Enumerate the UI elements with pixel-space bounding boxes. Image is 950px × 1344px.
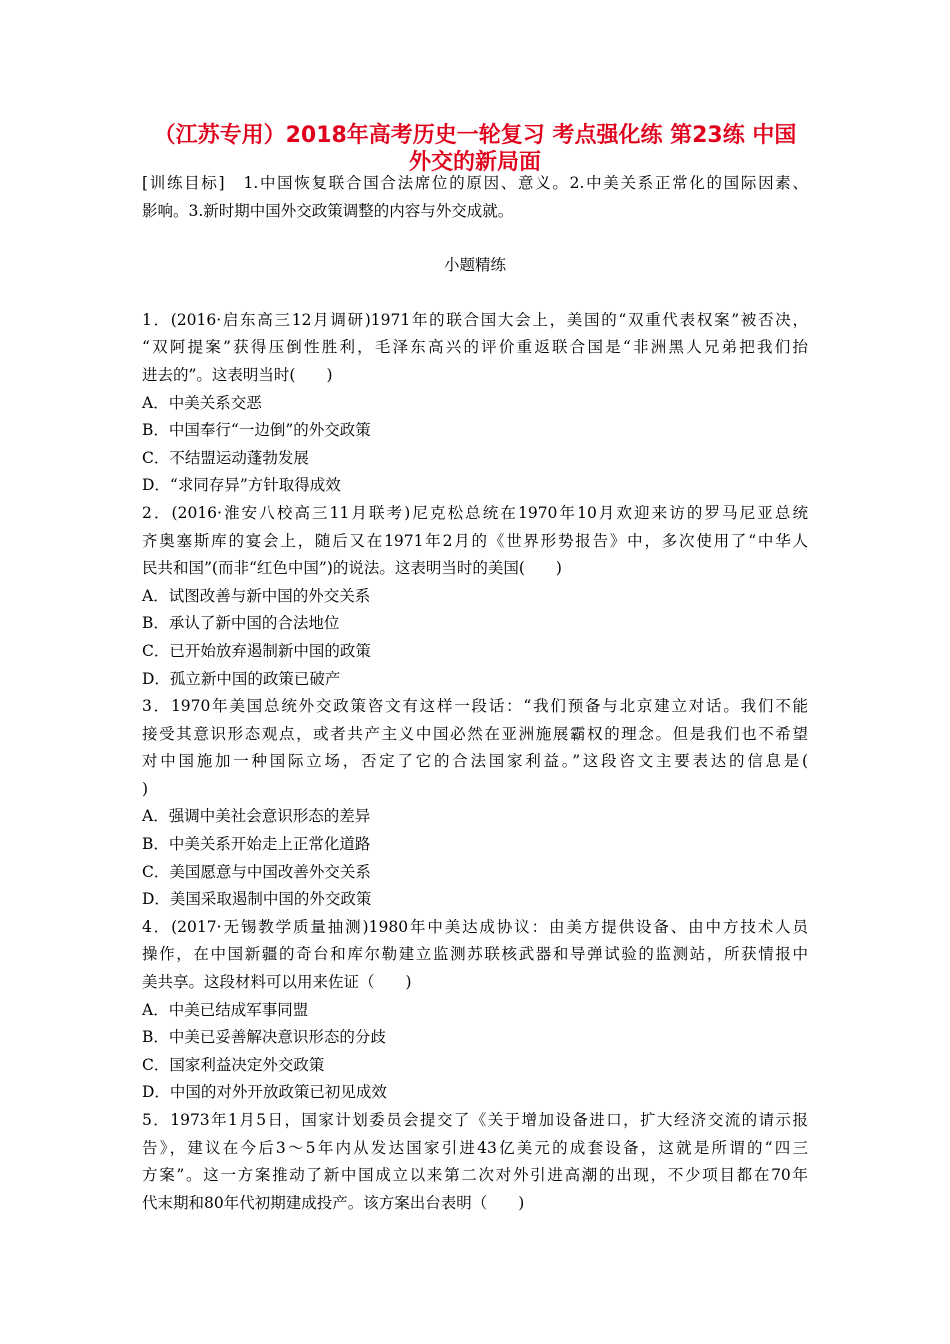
question-3 <box>142 693 808 914</box>
question-stem-line: 对中国施加一种国际立场，否定了它的合法国家利益。”这段咨文主要表达的信息是( <box>142 752 808 771</box>
title-line-1: （江苏专用）2018年高考历史一轮复习 考点强化练 第23练 中国 <box>153 123 797 148</box>
question-5 <box>142 1107 808 1217</box>
option-a: A．强调中美社会意识形态的差异 <box>142 807 371 826</box>
option-d: D．美国采取遏制中国的外交政策 <box>142 890 372 909</box>
question-stem-line: 4．(2017·无锡教学质量抽测)1980年中美达成协议：由美方提供设备、由中方技术人员 <box>142 917 808 936</box>
question-stem-line: 进去的”。这表明当时( ) <box>142 365 333 384</box>
option-a: A．试图改善与新中国的外交关系 <box>142 586 371 605</box>
title-line-2: 外交的新局面 <box>408 150 541 175</box>
question-2 <box>142 500 808 693</box>
question-stem-line: ) <box>142 779 149 798</box>
question-stem-line: “双阿提案”获得压倒性胜利，毛泽东高兴的评价重返联合国是“非洲黑人兄弟把我们抬 <box>142 338 808 357</box>
document-title <box>120 122 830 176</box>
option-b: B．承认了新中国的合法地位 <box>142 614 340 633</box>
question-stem-line: 美共享。这段材料可以用来佐证（ ) <box>142 973 412 992</box>
option-a: A．中美已结成军事同盟 <box>142 1000 309 1019</box>
option-b: B．中美已妥善解决意识形态的分歧 <box>142 1028 386 1047</box>
option-d: D．孤立新中国的政策已破产 <box>142 669 341 688</box>
training-target-line-1: [训练目标] 1.中国恢复联合国合法席位的原因、意义。2.中美关系正常化的国际因素、 <box>142 174 808 192</box>
question-stem-line: 代末期和80年代初期建成投产。该方案出台表明（ ) <box>142 1193 525 1212</box>
option-d: D．“求同存异”方针取得成效 <box>142 476 341 495</box>
question-4 <box>142 914 808 1107</box>
question-stem-line: 3．1970年美国总统外交政策咨文有这样一段话：“我们预备与北京建立对话。我们不能 <box>142 697 808 716</box>
option-c: C．国家利益决定外交政策 <box>142 1055 325 1074</box>
question-stem-line: 操作，在中国新疆的奇台和库尔勒建立监测苏联核武器和导弹试验的监测站，所获情报中 <box>142 945 808 964</box>
option-c: C．不结盟运动蓬勃发展 <box>142 448 309 467</box>
option-a: A．中美关系交恶 <box>142 393 262 412</box>
question-stem-line: 告》，建议在今后3～5年内从发达国家引进43亿美元的成套设备，这就是所谓的“四三 <box>142 1138 808 1157</box>
option-c: C．美国愿意与中国改善外交关系 <box>142 862 371 881</box>
question-stem-line: 1．(2016·启东高三12月调研)1971年的联合国大会上，美国的“双重代表权案”被否决， <box>142 310 808 329</box>
training-target-line-2: 影响。3.新时期中国外交政策调整的内容与外交成就。 <box>142 201 514 220</box>
option-b: B．中国奉行“一边倒”的外交政策 <box>142 421 371 440</box>
question-stem-line: 齐奥塞斯库的宴会上，随后又在1971年2月的《世界形势报告》中，多次使用了“中华人 <box>142 531 808 550</box>
question-stem-line: 5．1973年1月5日，国家计划委员会提交了《关于增加设备进口，扩大经济交流的请示报 <box>142 1111 808 1129</box>
question-stem-line: 方案”。这一方案推动了新中国成立以来第二次对外引进高潮的出现，不少项目都在70年 <box>142 1166 808 1185</box>
question-stem-line: 民共和国”(而非“红色中国”)的说法。这表明当时的美国( ) <box>142 559 562 578</box>
question-1 <box>142 307 808 500</box>
document-body <box>142 170 808 1217</box>
question-stem-line: 接受其意识形态观点，或者共产主义中国必然在亚洲施展霸权的理念。但是我们也不希望 <box>142 724 808 743</box>
spacer <box>142 280 808 307</box>
question-stem-line: 2．(2016·淮安八校高三11月联考)尼克松总统在1970年10月欢迎来访的罗马尼亚总统 <box>142 503 808 522</box>
spacer <box>142 225 808 252</box>
option-d: D．中国的对外开放政策已初见成效 <box>142 1083 387 1102</box>
section-heading: 小题精练 <box>443 256 506 275</box>
option-c: C．已开始放弃遏制新中国的政策 <box>142 641 371 660</box>
option-b: B．中美关系开始走上正常化道路 <box>142 835 371 854</box>
